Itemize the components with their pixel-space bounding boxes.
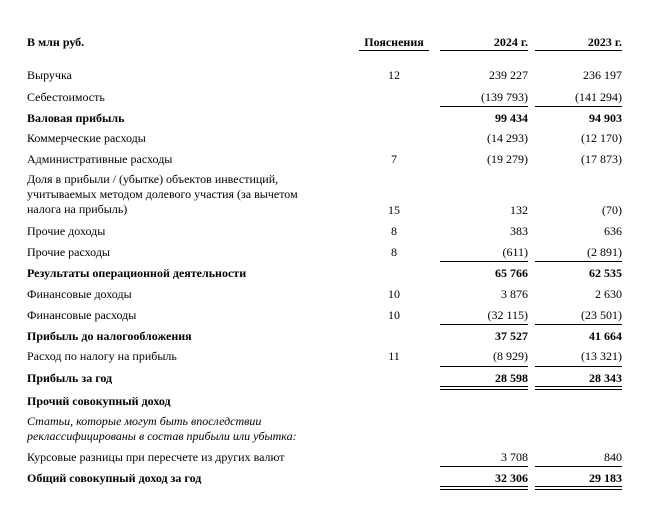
subtotal-line-2023 [535, 106, 622, 107]
statement-row-revenue [0, 67, 648, 83]
statement-row-total-comprehensive-income [0, 470, 648, 486]
year-2024-column-header: 2024 г. [493, 35, 528, 49]
row-label-line: учитываемых методом долевого участия (за вычетом [27, 187, 298, 201]
row-note: 15 [388, 203, 400, 217]
double-underline-2023 [535, 386, 622, 387]
statement-row-income-tax-expense [0, 348, 648, 364]
subtotal-line-2024 [440, 261, 528, 262]
row-label: Расход по налогу на прибыль [27, 349, 177, 363]
row-value-2023: 62 535 [589, 266, 622, 280]
row-value-2023: 236 197 [583, 68, 622, 82]
double-underline-2024 [440, 486, 528, 487]
statement-row-finance-income [0, 286, 648, 302]
statement-row-administrative-expenses [0, 151, 648, 167]
row-label: Прочие доходы [27, 224, 106, 238]
row-note: 8 [391, 224, 397, 238]
row-value-2023: 2 630 [595, 287, 622, 301]
row-value-2024: 99 434 [495, 111, 528, 125]
header-underline-notes [359, 50, 429, 51]
row-note: 10 [388, 308, 400, 322]
row-value-2023: 41 664 [589, 329, 622, 343]
statement-row-operating-results [0, 265, 648, 281]
row-label: Результаты операционной деятельности [27, 266, 247, 280]
row-value-2024: 37 527 [495, 329, 528, 343]
statement-row-finance-costs [0, 307, 648, 323]
row-value-2023: 636 [604, 224, 622, 238]
row-value-2023: (2 891) [587, 245, 622, 259]
subtotal-line-2023 [535, 261, 622, 262]
row-value-2023: 840 [604, 450, 622, 464]
statement-row-cost-of-sales [0, 89, 648, 105]
row-note: 8 [391, 245, 397, 259]
row-value-2024: (14 293) [487, 131, 528, 145]
row-value-2023: (17 873) [581, 152, 622, 166]
row-note: 10 [388, 287, 400, 301]
row-label: Себестоимость [27, 90, 105, 104]
row-value-2024: 383 [510, 224, 528, 238]
row-value-2024: 3 708 [501, 450, 528, 464]
statement-row-oci-heading [0, 393, 648, 409]
row-value-2023: 29 183 [589, 471, 622, 485]
row-value-2024: (19 279) [487, 152, 528, 166]
row-label: Валовая прибыль [27, 111, 125, 125]
row-label: Административные расходы [27, 152, 173, 166]
row-value-2023: (23 501) [581, 308, 622, 322]
year-2023-column-header: 2023 г. [587, 35, 622, 49]
statement-row-equity-investees-share [0, 172, 648, 218]
statement-row-other-expenses [0, 244, 648, 260]
row-label-line: налога на прибыль) [27, 202, 128, 216]
row-label: Прочий совокупный доход [27, 394, 171, 408]
row-label: Коммерческие расходы [27, 131, 146, 145]
row-label: Прибыль за год [27, 371, 113, 385]
row-value-2024: (8 929) [493, 349, 528, 363]
subtotal-line-2023 [535, 466, 622, 467]
row-value-2024: 28 598 [495, 371, 528, 385]
header-underline-2023 [535, 50, 622, 51]
row-value-2024: (32 115) [487, 308, 528, 322]
statement-row-profit-before-tax [0, 328, 648, 344]
row-value-2024: 65 766 [495, 266, 528, 280]
row-label-line: Статьи, которые могут быть впоследствии [27, 414, 262, 428]
notes-column-header: Пояснения [364, 35, 424, 49]
row-note: 12 [388, 68, 400, 82]
row-value-2024: 32 306 [495, 471, 528, 485]
row-label-line: Доля в прибыли / (убытке) объектов инвестиций, [27, 172, 279, 186]
double-underline-2024 [440, 489, 528, 490]
row-note: 11 [388, 349, 400, 363]
subtotal-line-2024 [440, 466, 528, 467]
statement-row-selling-expenses [0, 130, 648, 146]
row-label: Финансовые расходы [27, 308, 137, 322]
row-value-2023: 94 903 [589, 111, 622, 125]
unit-label: В млн руб. [27, 35, 85, 49]
subtotal-line-2023 [535, 366, 622, 367]
row-value-2023: (13 321) [581, 349, 622, 363]
row-label: Прочие расходы [27, 245, 110, 259]
row-label: Общий совокупный доход за год [27, 471, 202, 485]
row-value-2024: 132 [510, 203, 528, 217]
row-label: Прибыль до налогообложения [27, 329, 192, 343]
double-underline-2023 [535, 489, 622, 490]
header-underline-2024 [440, 50, 528, 51]
row-value-2023: (70) [602, 203, 622, 217]
subtotal-line-2024 [440, 106, 528, 107]
subtotal-line-2024 [440, 366, 528, 367]
statement-row-profit-for-year [0, 370, 648, 386]
subtotal-line-2023 [535, 324, 622, 325]
row-value-2024: (611) [502, 245, 528, 259]
row-value-2023: 28 343 [589, 371, 622, 385]
row-label: Финансовые доходы [27, 287, 132, 301]
row-note: 7 [391, 152, 397, 166]
row-label: Выручка [27, 68, 72, 82]
row-value-2024: 239 227 [489, 68, 528, 82]
row-value-2024: (139 793) [481, 90, 528, 104]
statement-row-other-income [0, 223, 648, 239]
row-value-2024: 3 876 [501, 287, 528, 301]
double-underline-2024 [440, 389, 528, 390]
row-label-line: реклассифицированы в состав прибыли или убытка: [27, 429, 297, 443]
statement-row-reclassifiable-items [0, 414, 648, 445]
row-value-2023: (141 294) [575, 90, 622, 104]
row-value-2023: (12 170) [581, 131, 622, 145]
row-label: Курсовые разницы при пересчете из других валют [27, 450, 285, 464]
statement-row-fx-translation [0, 449, 648, 465]
double-underline-2024 [440, 386, 528, 387]
statement-row-gross-profit [0, 110, 648, 126]
double-underline-2023 [535, 389, 622, 390]
double-underline-2023 [535, 486, 622, 487]
subtotal-line-2024 [440, 324, 528, 325]
